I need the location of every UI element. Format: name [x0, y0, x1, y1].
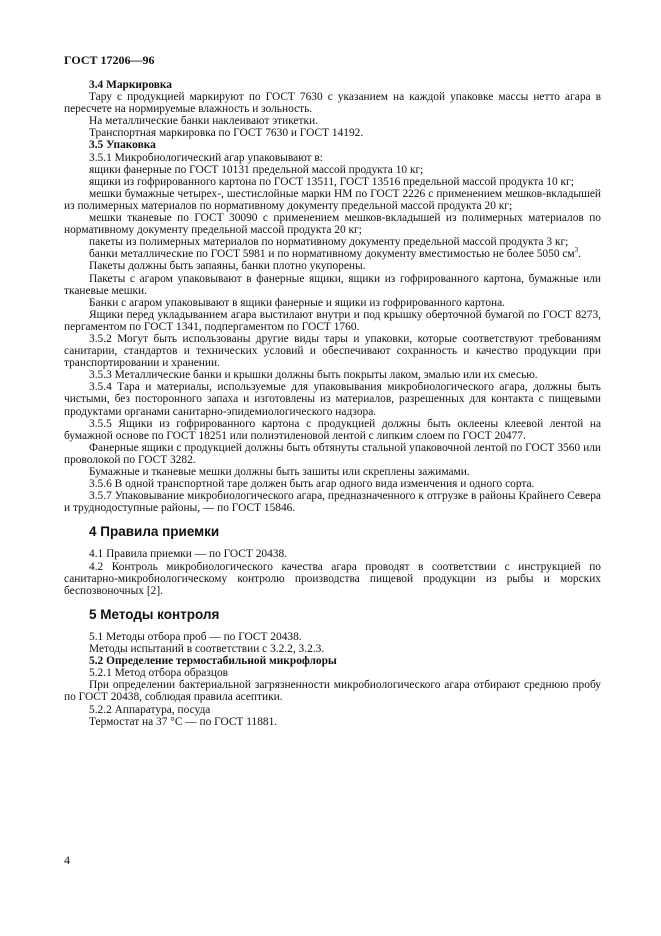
paragraph: 5.1 Методы отбора проб — по ГОСТ 20438.: [89, 630, 302, 643]
section-3-5-title: 3.5 Упаковка: [89, 139, 156, 152]
paragraph: 3.5.3 Металлические банки и крышки должны быть покрыты лаком, эмалью или их смесью.: [89, 369, 538, 382]
paragraph: Пакеты с агаром упаковывают в фанерные ящики, ящики из гофрированного картона, бумажные или тканевые мешки.: [64, 272, 601, 297]
section-4-title: 4 Правила приемки: [89, 524, 220, 540]
list-item: [64, 248, 601, 260]
list-item: пакеты из полимерных материалов по нормативному документу предельной массой продукта 3 кг;: [89, 236, 569, 249]
paragraph: Термостат на 37 °С — по ГОСТ 11881.: [89, 715, 278, 728]
list-item-end: .: [578, 248, 581, 261]
document-body: [64, 79, 601, 728]
paragraph: Банки с агаром упаковывают в ящики фанерные и ящики из гофрированного картона.: [89, 296, 506, 309]
paragraph: 3.5.6 В одной транспортной таре должен быть агар одного вида изменчения и одного сорта.: [89, 478, 535, 491]
paragraph: 3.5.5 Ящики из гофрированного картона с продукцией должны быть оклеены клеевой лентой на бумажной основе по ГОСТ 18251 или полиэтиленовой лентой с липким слоем по ГОСТ 20477.: [64, 417, 601, 442]
paragraph: При определении бактериальной загрязненности микробиологического агара отбирают среднюю пробу по ГОСТ 20438, соблюдая правила асептики.: [64, 679, 601, 704]
paragraph: На металлические банки наклеивают этикетки.: [89, 115, 318, 128]
list-item: мешки тканевые по ГОСТ 30090 с применением мешков-вкладышей из полимерных материалов по нормативному документу предельной массой продукта 20 кг;: [64, 212, 601, 237]
paragraph: 3.5.4 Тара и материалы, используемые для упаковывания микробиологического агара, должны быть чистыми, без посторонного запаха и изготовлены из материалов, разрешенных для контакта с пищевыми продуктами органами санитарно-эпидемиологического надзора.: [64, 381, 601, 418]
paragraph: Пакеты должны быть запаяны, банки плотно укупорены.: [89, 260, 366, 273]
paragraph: 4.2 Контроль микробиологического качества агара проводят в соответствии с инструкцией по санитарно-микробиологическому контролю производства пищевой продукции из рыбы и морских беспозвоночных [2].: [64, 560, 601, 597]
superscript: 3: [574, 246, 579, 255]
paragraph: Тару с продукцией маркируют по ГОСТ 7630 с указанием на каждой упаковке массы нетто агара в пересчете на нормируемые влажность и зольность.: [64, 91, 601, 116]
paragraph: 3.5.7 Упаковывание микробиологического агара, предназначенного к отгрузке в районы Крайнего Севера и труднодоступные районы, — по ГОСТ 15846.: [64, 490, 601, 515]
list-item: ящики из гофрированного картона по ГОСТ 13511, ГОСТ 13516 предельной массой продукта 10 кг;: [89, 175, 574, 188]
section-5-title: 5 Методы контроля: [89, 606, 220, 622]
page-number: 4: [64, 853, 70, 867]
paragraph: 4.1 Правила приемки — по ГОСТ 20438.: [89, 548, 288, 561]
list-item: мешки бумажные четырех-, шестислойные марки НМ по ГОСТ 2226 с применением мешков-вкладышей из полимерных материалов по нормативному документу предельной массой продукта 20 кг;: [64, 187, 601, 212]
document-header: ГОСТ 17206—96: [64, 53, 155, 67]
paragraph: 5.2.2 Аппаратура, посуда: [89, 703, 211, 716]
paragraph: 3.5.1 Микробиологический агар упаковывают в:: [89, 151, 323, 164]
paragraph: 3.5.2 Могут быть использованы другие виды тары и упаковки, которые соответствуют требованиям санитарии, стандартов и технических условий и обеспечивают сохранность и качество продукции при транспортировании и хранении.: [64, 332, 601, 370]
list-item: ящики фанерные по ГОСТ 10131 предельной массой продукта 10 кг;: [89, 163, 424, 176]
section-5-2-title: 5.2 Определение термостабильной микрофлоры: [89, 655, 337, 668]
paragraph: Бумажные и тканевые мешки должны быть зашиты или скреплены зажимами.: [89, 466, 470, 478]
paragraph: Транспортная маркировка по ГОСТ 7630 и ГОСТ 14192.: [89, 127, 364, 140]
paragraph: Фанерные ящики с продукцией должны быть обтянуты стальной упаковочной лентой по ГОСТ 3560 или проволокой по ГОСТ 3282.: [64, 441, 601, 466]
paragraph: Методы испытаний в соответствии с 3.2.2, 3.2.3.: [89, 643, 325, 656]
list-item-text: банки металлические по ГОСТ 5981 и по нормативному документу вместимостью не более 5050 см: [89, 248, 575, 261]
section-3-4-title: 3.4 Маркировка: [89, 79, 172, 91]
paragraph: Ящики перед укладыванием агара выстилают внутри и под крышку оберточной бумагой по ГОСТ 8273, пергаментом по ГОСТ 1341, подпергаментом по ГОСТ 1760.: [64, 308, 601, 333]
paragraph: 5.2.1 Метод отбора образцов: [89, 667, 229, 680]
